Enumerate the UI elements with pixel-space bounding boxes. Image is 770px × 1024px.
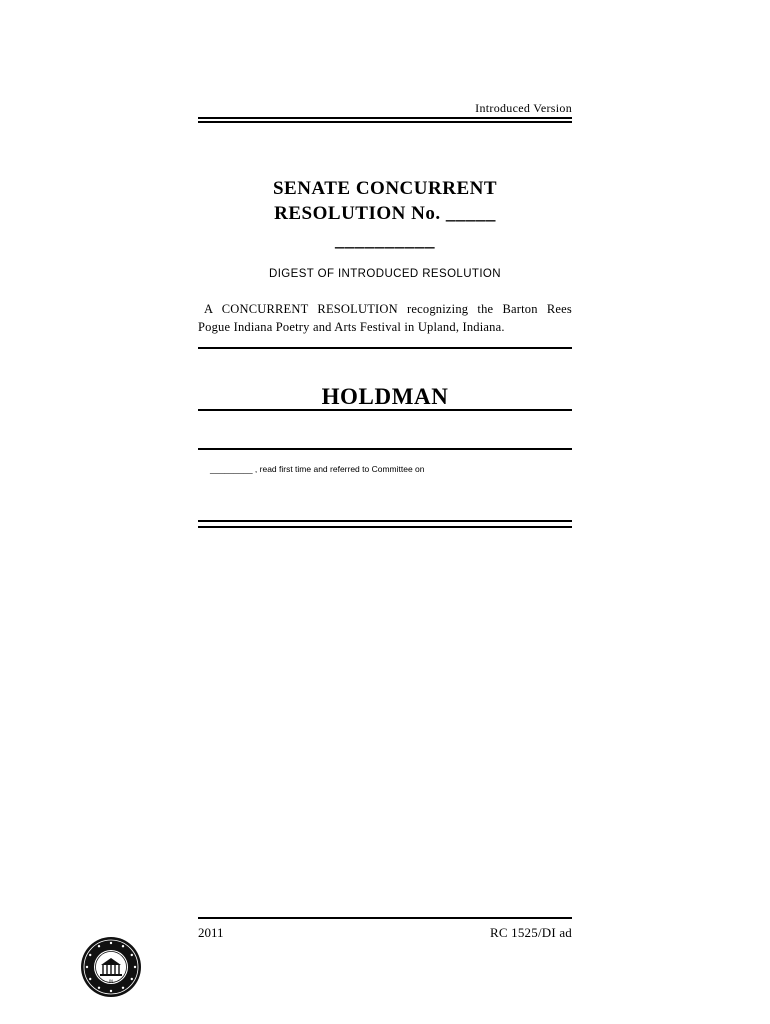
digest-rule bbox=[198, 347, 572, 349]
footer-year: 2011 bbox=[198, 925, 224, 940]
version-label: Introduced Version bbox=[475, 101, 572, 115]
digest-text: A CONCURRENT RESOLUTION recognizing the Barton Rees Pogue Indiana Poetry and Arts Festival in Upland, Indiana. bbox=[198, 302, 572, 334]
title-separator: __________ bbox=[335, 230, 435, 251]
svg-text:IN: IN bbox=[108, 979, 114, 984]
resolution-title-line2: RESOLUTION No. _____ bbox=[274, 203, 496, 224]
digest-heading: DIGEST OF INTRODUCED RESOLUTION bbox=[269, 268, 501, 280]
history-entry: _________ , read first time and referred to Committee on bbox=[210, 464, 425, 474]
end-rule-top bbox=[198, 520, 572, 522]
indiana-state-seal-icon bbox=[80, 936, 142, 998]
header-rule-bottom bbox=[198, 121, 572, 123]
resolution-title-line1: SENATE CONCURRENT bbox=[272, 178, 498, 199]
header-rule-top bbox=[198, 117, 572, 119]
footer-rule bbox=[198, 917, 572, 919]
end-rule-bottom bbox=[198, 526, 572, 528]
author-name: HOLDMAN bbox=[321, 384, 449, 409]
footer-code: RC 1525/DI ad bbox=[489, 925, 572, 940]
author-rule bbox=[198, 409, 572, 411]
history-rule bbox=[198, 448, 572, 450]
